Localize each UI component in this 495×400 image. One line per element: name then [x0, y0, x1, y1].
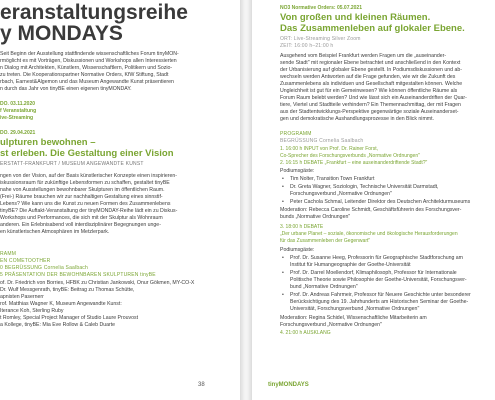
program-line: a Kollege, tinyBE: Mia Eve Rollow & Caleb Duarte	[0, 322, 116, 328]
body-line: (Frei-) Räume brauchen wir zur nachhaltigen Gestaltung eines sinnstif-	[0, 194, 163, 200]
moderation-line: Forschungsverbund „Normative Ordnungen"	[280, 322, 382, 328]
bullet: •	[282, 255, 284, 261]
bullet: •	[282, 176, 284, 182]
page-number: 38	[198, 382, 205, 388]
body-line: der Urbanisierung auf globaler Ebene gestellt. In Podiumsdiskussionen und ab-	[280, 67, 462, 73]
program-line: 5 PRÄSENTATION DER BEWOHNBAREN SKULPTUREN tinyBE	[0, 272, 156, 278]
event-heading-2: Das Zusammenleben auf glokaler Ebene.	[280, 23, 465, 34]
body-line: anderen. Ein Erlebnisabend voll interdisziplinärer Begegnungen unge-	[0, 222, 161, 228]
program-label: PROGRAMM	[280, 131, 312, 137]
body-line: tiere, Viertel und Stadtteile verhindern? Ein Themennachmittag, der mit Fragen	[280, 102, 461, 108]
guest-line: Prof. Dr. Andreas Fahrmeir, Professor für Neuere Geschichte unter besonderer	[290, 292, 471, 298]
bullet: •	[282, 199, 284, 205]
body-line: iskussionsraum für zukünftige Lebensformen zu schaffen, gestaltet tinyBE	[0, 180, 170, 186]
guest-line: bund „Normative Ordnungen"	[290, 284, 358, 290]
intro-line: n durch das Jahr von tinyBE einen eigenen tinyMONDAY.	[0, 86, 132, 92]
event1-line2: ive-Streaming	[0, 115, 34, 121]
program-line: Iterance Koh, Sterling Ruby	[0, 308, 64, 314]
program-item: für das Zusammenleben der Gegenwart"	[280, 238, 371, 244]
right-page	[252, 0, 495, 400]
guest-line: Dr. Greta Wagner, Soziologin, Technische Universität Darmstadt,	[290, 184, 439, 190]
intro-line: zu treten. Die Kooperationspartner Normative Orders, KfW Stiftung, Stadt	[0, 72, 169, 78]
program-item: 2. 16:15 h DEBATE „Frankfurt – eine auseinanderdriftende Stadt?"	[280, 160, 428, 166]
moderation-line: Moderation: Regina Schidel, Wissenschaftliche Mitarbeiterin am	[280, 315, 427, 321]
bullet: •	[282, 270, 284, 276]
bullet: •	[282, 292, 284, 298]
program-item: Co-Sprecher des Forschungsverbunds „Normative Ordnungen"	[280, 153, 420, 159]
program-welcome: BEGRÜSSUNG Cornelia Saalbach	[280, 138, 364, 144]
program-item: „Der urbane Planet – soziale, ökonomische und ökologische Herausforderungen	[280, 231, 458, 237]
guest-line: Prof. Dr. Susanne Heeg, Professorin für Geographische Stadtforschung am	[290, 255, 464, 261]
guests-label: Podiumsgäste:	[280, 247, 315, 253]
event2-date: DO. 29.04.2021	[0, 130, 36, 136]
body-line: ngen von der Vision, auf der Basis künstlerischer Konzepte einen inspirieren-	[0, 173, 177, 179]
moderation-line: Moderation: Rebecca Caroline Schmidt, Geschäftsführerin des Forschungsver-	[280, 207, 462, 213]
event-kicker: NO3 Normative Orders: 05.07.2021	[280, 5, 362, 11]
program-label: RAMM	[0, 251, 17, 257]
bullet: •	[282, 184, 284, 190]
program-line: 0 BEGRÜSSUNG Cornelia Saalbach	[0, 265, 88, 271]
title-line-2: y MONDAYS	[0, 22, 123, 45]
body-line: Ungleichheit ist gut für ein Gemeinwesen? Wie können öffentliche Räume als	[280, 88, 458, 94]
body-line: Forum Raum belebt werden? Und wie lässt sich ein Auseinanderdriften der Quar-	[280, 95, 467, 101]
body-line: Ausgehend vom Beispiel Frankfurt werden Fragen um die „auseinander-	[280, 53, 447, 59]
body-line: aus der Stadtentwicklungs-Perspektive gegenwärtige soziale Auseinanderset-	[280, 109, 459, 115]
guests-label: Podiumsgäste:	[280, 168, 315, 174]
guest-line: Politische Theorie sowie Philosophie der Goethe-Universität, Forschungsver-	[290, 277, 467, 283]
intro-line: rbach, Earnest&Algemon und das Museum Angewandte Kunst präsentieren	[0, 79, 174, 85]
guest-line: Tim Nolter, Transition Town Frankfurt	[290, 176, 375, 182]
body-line: Zusammenlebens als individuen und Gesellschaft mitgestalten können. Welche	[280, 81, 463, 87]
program-item: 4. 21:00 h AUSKLANG	[280, 330, 331, 336]
body-line: en künstlerischen Atmosphären im Metzlerpark.	[0, 229, 110, 235]
event2-venue: ERSTATT-FRANKFURT / MUSEUM ANGEWANDTE KUNST	[0, 161, 144, 167]
intro-line: rmöglicht es mit Vorträgen, Diskussionen und Workshops allen Interessierten	[0, 58, 177, 64]
guest-line: Berücksichtigung des 19. Jahrhunderts am Historischen Seminar der Goethe-	[290, 299, 469, 305]
book-gutter	[240, 0, 252, 400]
event-heading-1: Von großen und kleinen Räumen.	[280, 12, 431, 23]
program-line: Dr. Wulf Messgenrath, tinyBE: Beitrag zu Thomas Schütte,	[0, 287, 135, 293]
footer-brand: tinyMONDAYS	[268, 382, 309, 388]
guest-line: Peter Cachola Schmal, Leitender Direktor des Deutschen Architekturmuseums	[290, 199, 471, 205]
body-line: wechseln werden Antworten auf die Frage gefunden, wie wir die Zukunft des	[280, 74, 456, 80]
intro-line: n Dialog mit Architekten, Künstlern, Wissenschaftlern, Politikern und Sozio-	[0, 65, 173, 71]
program-line: EN COMETOOTHER	[0, 258, 51, 264]
program-line: t Romley, Special Project Manager of Studio Laure Prouvost	[0, 315, 139, 321]
guest-line: Forschungsverbund „Normative Ordnungen"	[290, 191, 392, 197]
body-line: Lebens? Wie kann uns die Kunst zu neuen Formen des Zusammenlebens	[0, 201, 171, 207]
event1-date: DO. 03.11.2020	[0, 101, 36, 107]
title-line-1: eranstaltungsreihe	[0, 1, 188, 24]
event2-heading-2: st erleben. Die Gestaltung einer Vision	[0, 148, 174, 159]
event-time: ZEIT: 16:00 h–21:00 h	[280, 43, 334, 49]
program-line: of. Dr. Friedrich von Borries, HFBK zu Christian Jankowski, Onur Gökmen, MY-CO-X	[0, 280, 195, 286]
body-line: tinyBE? Die Auftakt-Veranstaltung der tinyMONDAY-Reihe lädt ein zu Diskus-	[0, 208, 178, 214]
intro-line: Seit Beginn der Ausstellung stattfindende wissenschaftliches Forum tinyMON-	[0, 51, 179, 57]
program-item: 1. 16:00 h INPUT von Prof. Dr. Rainer Forst,	[280, 146, 379, 152]
event-location: ORT: Live-Streaming Silver Zoom	[280, 36, 361, 42]
program-line: apnisten Pasernerr	[0, 294, 44, 300]
body-line: gen und demokratische Aushandlungsprozesse in den Blick nimmt.	[280, 116, 434, 122]
guest-line: Prof. Dr. Darrel Moellendorf, Klimaphilosoph, Professor für Internationale	[290, 270, 457, 276]
guest-line: Institut für Humangeographie der Goethe-Universität	[290, 262, 411, 268]
event1-line1: f Veranstaltung	[0, 108, 37, 114]
body-line: Workshops und Performances, die sich mit der Skulptur als Wohnraum	[0, 215, 163, 221]
moderation-line: bunds „Normative Ordnungen"	[280, 214, 351, 220]
body-line: nahe von Ausstellungen bewohnbarer Skulpturen im öffentlichen Raum.	[0, 187, 165, 193]
guest-line: Universität, Forschungsverbund „Normative Ordnungen"	[290, 306, 420, 312]
program-line: rof. Matthias Wagner K, Museum Angewandte Kunst:	[0, 301, 122, 307]
program-item: 3. 18:00 h DEBATE	[280, 224, 324, 230]
event2-heading-1: ulpturen bewohnen –	[0, 137, 96, 148]
body-line: sende Stadt" mit regionaler Ebene betrachtet und anschließend in den Kontext	[280, 60, 461, 66]
left-page	[0, 0, 240, 400]
